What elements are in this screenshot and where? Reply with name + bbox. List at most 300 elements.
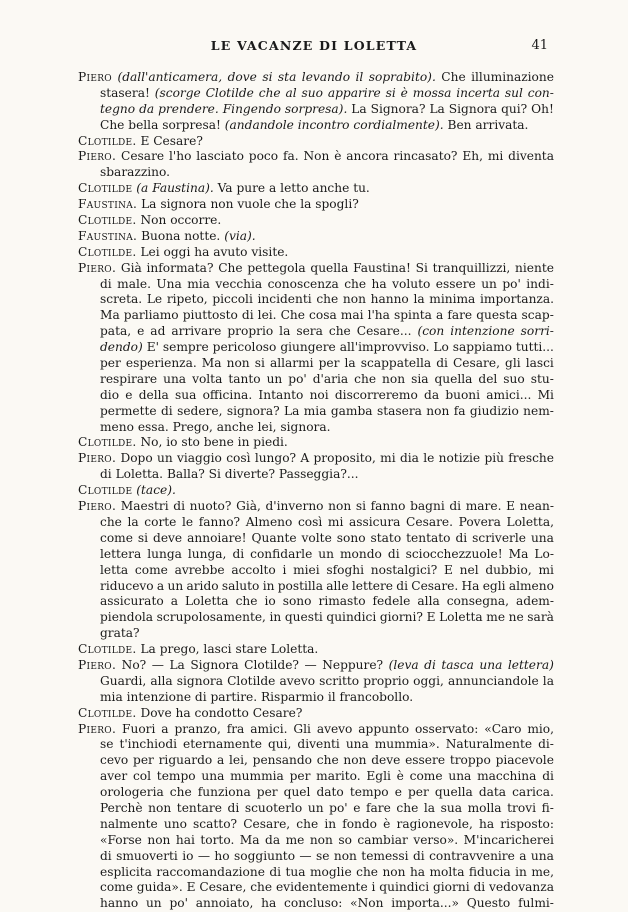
word: un xyxy=(481,276,497,291)
word: mi xyxy=(380,451,396,466)
word: moglie xyxy=(309,864,352,879)
word: proposito, xyxy=(313,451,376,466)
word: che xyxy=(169,785,192,800)
word: E xyxy=(444,562,453,577)
word: che xyxy=(296,816,319,831)
word: scriverle xyxy=(472,530,526,545)
word: accolto xyxy=(231,562,276,577)
word: per xyxy=(256,785,278,800)
text-line xyxy=(78,833,554,849)
word: di xyxy=(100,467,112,482)
word: apparire xyxy=(327,85,381,100)
word: il xyxy=(355,70,364,84)
word: deve xyxy=(153,530,183,545)
text-line xyxy=(78,102,554,118)
word: se xyxy=(316,848,330,863)
word: ho xyxy=(214,848,230,863)
word: la xyxy=(279,324,291,339)
word: Quante xyxy=(251,530,297,545)
word: po' xyxy=(329,800,348,815)
word: sorpresa). xyxy=(284,101,348,116)
word: avevo xyxy=(279,673,316,688)
word: prendere. xyxy=(158,101,219,116)
word: di xyxy=(232,546,245,561)
word: un xyxy=(266,371,283,386)
word: così xyxy=(297,514,323,529)
word: nuoto? xyxy=(189,499,232,514)
word: vuole xyxy=(237,197,271,212)
word: E' xyxy=(146,340,159,355)
text-line xyxy=(78,213,554,229)
word: volte xyxy=(301,530,332,545)
word: incidenti xyxy=(257,292,312,307)
word: per xyxy=(318,356,340,371)
word: E xyxy=(426,610,436,625)
word: parliamo xyxy=(123,308,179,323)
word: a xyxy=(216,753,225,768)
word: arido xyxy=(186,578,219,593)
word: lunga, xyxy=(187,546,227,561)
word: è xyxy=(400,85,408,100)
word: Naturalmente xyxy=(445,737,533,752)
word: nel xyxy=(459,562,479,577)
word: vedovanza xyxy=(489,880,554,895)
word: rimasto xyxy=(318,594,366,609)
word: levando xyxy=(301,70,351,84)
word: Cesare, xyxy=(199,880,247,895)
word: di xyxy=(473,880,486,895)
word: conoscenza xyxy=(267,276,339,291)
word: Signora xyxy=(190,657,239,672)
word: Cesare, xyxy=(243,816,291,831)
word: illuminazione xyxy=(471,70,554,84)
word: Ma xyxy=(508,546,529,561)
word: Clotilde? xyxy=(244,657,299,672)
word: come xyxy=(134,562,168,577)
word: scappatella xyxy=(360,356,432,371)
word: Clotilde. xyxy=(78,244,137,259)
word: Lo- xyxy=(534,546,554,561)
word: fa xyxy=(453,403,466,418)
word: tempo xyxy=(349,785,389,800)
word: un xyxy=(145,896,162,911)
word: una xyxy=(201,769,225,784)
word: fanno? xyxy=(198,514,241,529)
word: Risparmio xyxy=(260,689,324,704)
word: E xyxy=(140,133,150,148)
word: io xyxy=(264,594,276,609)
word: occorre. xyxy=(170,213,222,228)
word: lettere xyxy=(351,578,393,593)
word: minima xyxy=(429,292,476,307)
word: Piero xyxy=(78,70,112,84)
word: e xyxy=(394,785,402,800)
word: Perchè xyxy=(100,800,143,815)
word: mia xyxy=(100,689,123,704)
word: po' xyxy=(288,371,307,386)
word: La xyxy=(169,657,185,672)
word: data xyxy=(478,785,507,800)
word: lasci xyxy=(525,356,554,371)
word: a xyxy=(170,594,178,609)
word: che xyxy=(316,292,339,307)
word: Fingendo xyxy=(222,101,281,116)
word: una xyxy=(530,848,554,863)
text-line xyxy=(78,610,554,626)
word: col xyxy=(132,769,152,784)
word: (andandole xyxy=(224,117,294,132)
word: «Non xyxy=(350,896,384,911)
word: volta xyxy=(192,371,223,386)
word: so xyxy=(338,832,352,847)
word: Le xyxy=(146,292,163,307)
word: Intanto xyxy=(258,387,304,402)
word: giungere xyxy=(280,340,336,355)
word: La xyxy=(284,403,300,418)
word: E xyxy=(186,880,196,895)
word: giorni xyxy=(432,880,470,895)
word: in xyxy=(262,578,275,593)
word: cambiar xyxy=(357,832,408,847)
word: amici... xyxy=(486,387,532,402)
word: tua xyxy=(285,864,306,879)
word: Signora? xyxy=(370,101,426,116)
word: non xyxy=(333,848,357,863)
text-line xyxy=(78,880,554,896)
word: Non xyxy=(303,149,330,164)
word: viaggio xyxy=(177,451,222,466)
word: signora. xyxy=(280,419,331,434)
word: Già xyxy=(120,260,142,275)
word: questi xyxy=(284,610,323,625)
word: mare. xyxy=(465,499,502,514)
word: oggi, xyxy=(413,673,444,688)
word: molla xyxy=(467,800,502,815)
word: Si xyxy=(415,260,428,275)
word: pensando xyxy=(252,753,313,768)
text-line xyxy=(78,769,554,785)
word: La xyxy=(429,101,445,116)
word: di xyxy=(173,499,185,514)
word: stu- xyxy=(530,371,554,386)
text-line xyxy=(78,706,554,722)
word: alle xyxy=(326,578,349,593)
word: orologeria xyxy=(100,785,164,800)
word: — xyxy=(151,657,164,672)
word: Una xyxy=(156,276,182,291)
word: in xyxy=(324,816,337,831)
text-line xyxy=(78,499,554,515)
word: non xyxy=(210,197,234,212)
word: il xyxy=(327,689,336,704)
word: scuoterlo xyxy=(244,800,303,815)
word: con- xyxy=(527,85,554,100)
word: della xyxy=(138,387,169,402)
word: sta xyxy=(277,70,297,84)
word: che xyxy=(274,197,297,212)
text-line xyxy=(78,896,554,912)
word: ha xyxy=(479,816,495,831)
word: le xyxy=(423,451,435,466)
word: letta xyxy=(100,562,129,577)
word: A xyxy=(300,451,310,466)
word: che xyxy=(250,880,273,895)
word: un xyxy=(167,578,184,593)
word: la xyxy=(344,356,356,371)
word: Povera xyxy=(458,514,501,529)
word: del xyxy=(478,371,498,386)
word: Questo xyxy=(466,896,511,911)
word: troppo xyxy=(449,753,491,768)
text-line xyxy=(78,165,554,181)
word: tranquillizzi, xyxy=(432,260,511,275)
word: sarà xyxy=(527,610,554,625)
word: di xyxy=(269,864,282,879)
word: si xyxy=(355,499,366,514)
word: e xyxy=(137,324,145,339)
word: Neppure? xyxy=(322,657,384,672)
word: diverte? xyxy=(224,467,276,482)
word: me, xyxy=(531,864,554,879)
word: una xyxy=(163,371,187,386)
word: lasci xyxy=(203,642,232,657)
word: piuttosto xyxy=(182,308,238,323)
word: — xyxy=(197,848,211,863)
word: tentare xyxy=(176,800,222,815)
word: di xyxy=(100,276,112,291)
word: Cesare, xyxy=(452,356,500,371)
word: soprabito). xyxy=(368,70,436,84)
word: tentato xyxy=(406,530,451,545)
word: Già, xyxy=(236,499,261,514)
text-line xyxy=(78,435,554,451)
word: (leva xyxy=(388,657,419,672)
word: una xyxy=(448,769,472,784)
word: nean- xyxy=(519,499,554,514)
word: dato xyxy=(316,785,344,800)
word: incontro xyxy=(297,117,350,132)
word: qui? xyxy=(501,101,528,116)
word: (con xyxy=(417,324,445,339)
word: Ben xyxy=(447,117,472,132)
word: Clotilde. xyxy=(78,213,137,228)
word: non xyxy=(226,356,250,371)
word: Loletta xyxy=(439,610,483,625)
word: La xyxy=(141,197,157,212)
word: che xyxy=(396,800,419,815)
text-line xyxy=(78,674,554,690)
word: di xyxy=(387,546,400,561)
word: Cesare. xyxy=(406,514,454,529)
word: per xyxy=(100,356,121,371)
word: cordialmente). xyxy=(353,117,444,132)
word: dubbio, xyxy=(485,562,532,577)
word: raccomandazione xyxy=(156,864,265,879)
word: riducevo xyxy=(100,578,154,593)
text-line xyxy=(78,277,554,293)
word: sorpresa! xyxy=(162,117,221,132)
word: fare xyxy=(366,800,391,815)
word: Signora xyxy=(448,101,498,116)
word: dove xyxy=(227,70,257,84)
word: torto. xyxy=(200,832,235,847)
word: si xyxy=(137,530,149,545)
text-line xyxy=(78,849,554,865)
text-line xyxy=(78,594,554,610)
word: ne xyxy=(508,610,524,625)
word: di xyxy=(396,578,408,593)
word: (a xyxy=(136,181,149,196)
word: avrebbe xyxy=(174,562,225,577)
word: spogli? xyxy=(315,197,359,212)
word: non xyxy=(147,832,171,847)
word: (tace). xyxy=(136,483,176,498)
word: Faustina. xyxy=(78,197,138,212)
word: essere xyxy=(405,753,446,768)
word: scap- xyxy=(521,308,554,323)
word: macchina xyxy=(477,769,537,784)
word: gamba xyxy=(330,403,373,418)
word: sempre xyxy=(162,340,209,355)
word: Che xyxy=(280,308,305,323)
text-line xyxy=(78,642,554,658)
word: male. xyxy=(117,276,151,291)
word: tu. xyxy=(353,181,370,196)
word: sono xyxy=(336,530,366,545)
word: giorni? xyxy=(379,610,423,625)
text-line xyxy=(78,658,554,674)
word: a xyxy=(519,848,527,863)
word: l'ha xyxy=(367,308,390,323)
word: non xyxy=(343,753,367,768)
word: (via). xyxy=(224,228,256,243)
word: mia xyxy=(303,403,327,418)
text-line xyxy=(78,118,554,134)
word: in xyxy=(515,864,527,879)
word: che xyxy=(344,276,367,291)
word: t'inchiodi xyxy=(119,737,178,752)
word: non xyxy=(382,371,406,386)
word: scrupolosamente, xyxy=(156,610,266,625)
word: Buona xyxy=(141,228,181,243)
word: io xyxy=(166,435,178,450)
word: da xyxy=(139,101,155,116)
word: proprio xyxy=(363,673,410,688)
word: spinta xyxy=(393,308,432,323)
word: tegno xyxy=(100,101,136,116)
text-line xyxy=(78,404,554,420)
word: Eh, xyxy=(462,149,483,164)
word: scritto xyxy=(319,673,360,688)
word: Che xyxy=(100,117,125,132)
word: d'aria xyxy=(312,371,349,386)
word: di xyxy=(436,356,448,371)
word: esperienza. xyxy=(125,356,197,371)
word: M'incaricherei xyxy=(463,832,554,847)
word: visite. xyxy=(251,244,289,259)
word: la xyxy=(542,673,554,688)
word: appunto xyxy=(358,721,410,736)
word: sto xyxy=(181,435,200,450)
word: condotto xyxy=(194,705,249,720)
word: prego, xyxy=(159,642,200,657)
word: ad xyxy=(150,324,166,339)
word: hanno xyxy=(370,292,409,307)
word: di xyxy=(100,848,112,863)
word: come xyxy=(100,880,133,895)
word: niente xyxy=(515,260,554,275)
word: verso». xyxy=(413,832,459,847)
word: corte xyxy=(144,514,177,529)
text-line xyxy=(78,722,554,738)
word: importa...» xyxy=(391,896,459,911)
word: ancora xyxy=(346,149,389,164)
word: Faustina. xyxy=(78,228,138,243)
text-line xyxy=(78,801,554,817)
word: una xyxy=(345,737,369,752)
word: Balla? xyxy=(166,467,205,482)
text-line xyxy=(78,197,554,213)
word: notizie xyxy=(438,451,481,466)
word: Faustina). xyxy=(152,181,214,196)
word: poco xyxy=(248,149,279,164)
word: fedele xyxy=(372,594,411,609)
word: Clotilde xyxy=(227,673,276,688)
text-line xyxy=(78,579,554,595)
text-line xyxy=(78,515,554,531)
text-line xyxy=(78,261,554,277)
word: sono xyxy=(282,594,312,609)
word: si xyxy=(385,85,396,100)
word: discorreremo xyxy=(334,387,418,402)
word: Cesare... xyxy=(356,324,412,339)
word: da xyxy=(265,832,281,847)
word: concluso: xyxy=(284,896,343,911)
text-line xyxy=(78,817,554,833)
word: non xyxy=(382,864,406,879)
word: sia xyxy=(411,371,429,386)
text-line xyxy=(78,483,554,499)
word: sua xyxy=(440,800,463,815)
word: esplicita xyxy=(100,864,152,879)
word: Dove xyxy=(140,705,172,720)
word: all'improvviso. xyxy=(339,340,430,355)
word: così xyxy=(226,451,251,466)
word: assicura xyxy=(348,514,401,529)
word: quella xyxy=(434,371,473,386)
word: (dall'anticamera, xyxy=(117,70,223,84)
word: fanno xyxy=(370,499,406,514)
word: nem- xyxy=(523,403,554,418)
word: evidentemente xyxy=(275,880,368,895)
word: Piero. xyxy=(78,149,117,164)
word: lungo? xyxy=(254,451,297,466)
word: non xyxy=(148,800,172,815)
word: quella xyxy=(310,260,349,275)
word: signora xyxy=(176,673,224,688)
word: piacevole xyxy=(495,753,554,768)
word: non xyxy=(328,499,352,514)
word: Ma xyxy=(100,308,120,323)
word: Piero. xyxy=(78,451,117,466)
word: Loletta xyxy=(184,594,229,609)
word: fi- xyxy=(541,800,554,815)
word: marito. xyxy=(316,769,361,784)
word: tasca xyxy=(441,657,474,672)
word: è xyxy=(383,816,391,831)
word: partire. xyxy=(210,689,258,704)
word: E xyxy=(506,499,516,514)
